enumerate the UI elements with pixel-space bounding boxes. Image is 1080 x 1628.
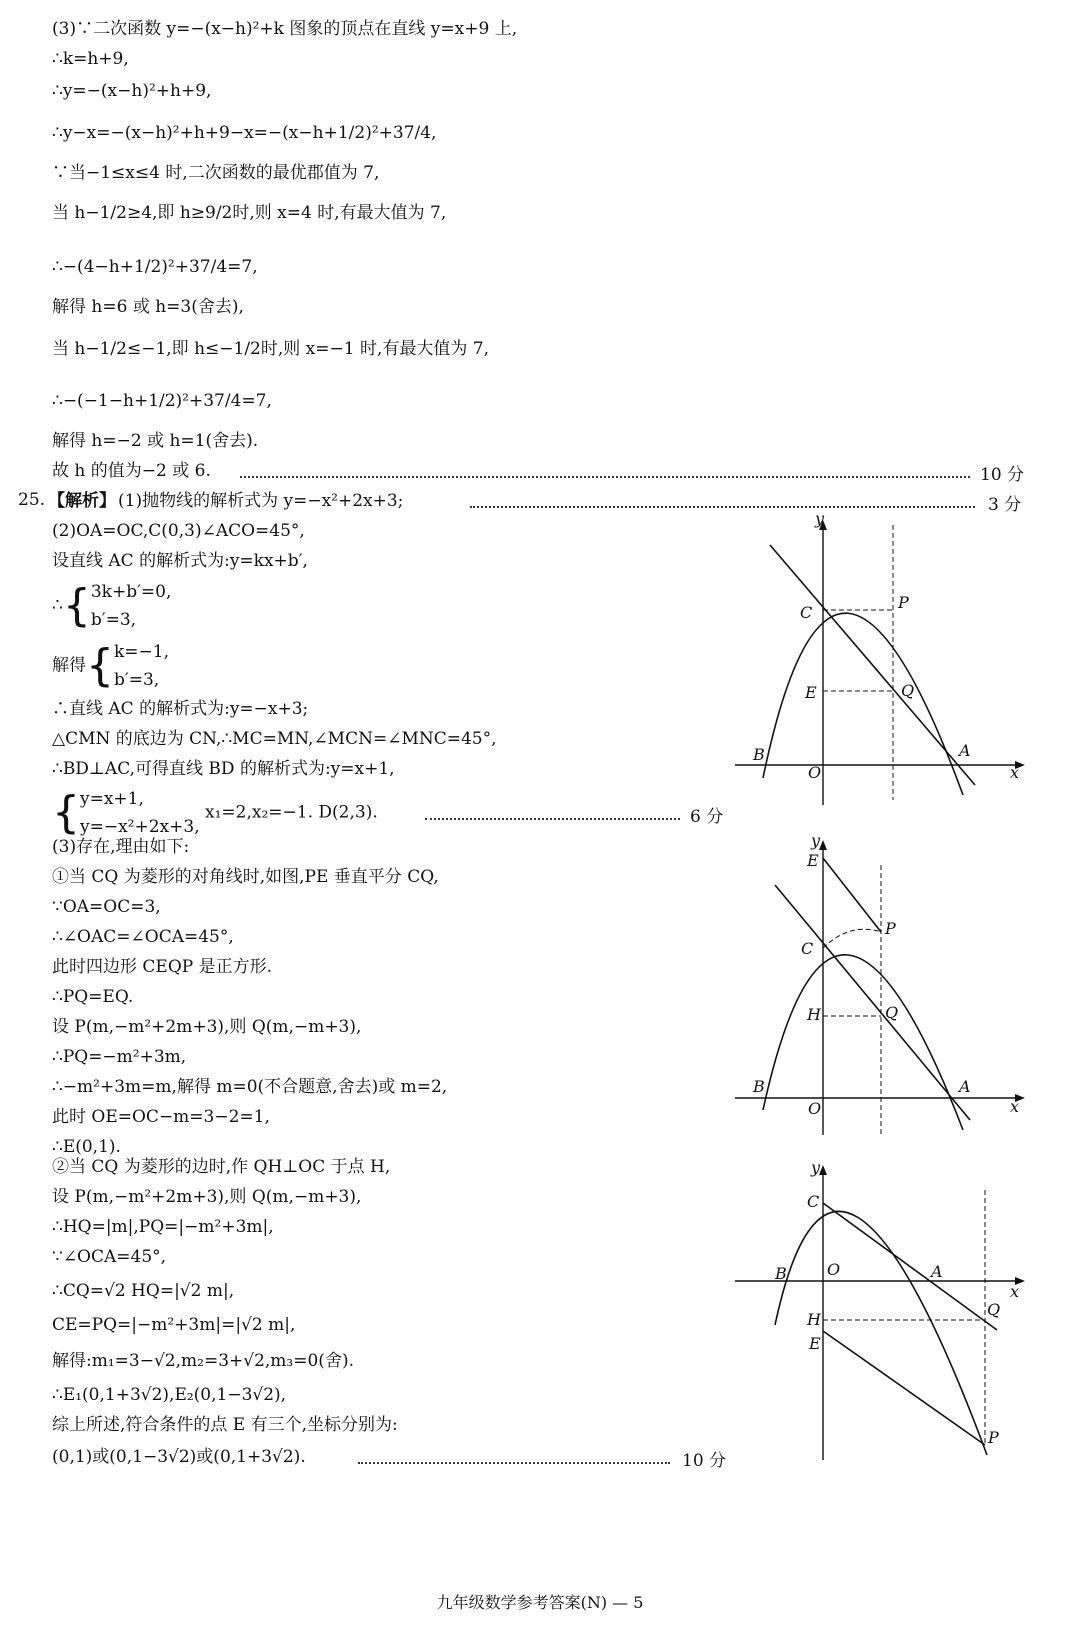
- text-line: ∴CQ=√2 HQ=|√2 m|,: [52, 1281, 235, 1301]
- text-line: ∴直线 AC 的解析式为:y=−x+3;: [52, 699, 309, 719]
- text-line: ∴HQ=|m|,PQ=|−m²+3m|,: [52, 1217, 274, 1237]
- system-line: k=−1,: [114, 642, 170, 662]
- label-p: P: [988, 1428, 999, 1447]
- text-line: 设 P(m,−m²+2m+3),则 Q(m,−m+3),: [52, 1187, 362, 1207]
- text-line: (2)OA=OC,C(0,3)∠ACO=45°,: [52, 521, 305, 541]
- label-x: x: [1010, 763, 1020, 782]
- label-b: B: [753, 1077, 765, 1096]
- text-line: ∴E₁(0,1+3√2),E₂(0,1−3√2),: [52, 1385, 287, 1405]
- label-q: Q: [885, 1003, 899, 1022]
- text-line: 解得:m₁=3−√2,m₂=3+√2,m₃=0(舍).: [52, 1351, 354, 1371]
- parabola: [763, 613, 963, 795]
- leader-dots: [425, 818, 680, 820]
- leader-dots: [240, 476, 970, 478]
- text-line: ∴y=−(x−h)²+h+9,: [52, 81, 212, 101]
- text-line: 故 h 的值为−2 或 6.: [52, 461, 211, 481]
- text-line: ①当 CQ 为菱形的对角线时,如图,PE 垂直平分 CQ,: [52, 867, 439, 887]
- text-line: 综上所述,符合条件的点 E 有三个,坐标分别为:: [52, 1415, 398, 1435]
- leader-dots: [470, 506, 975, 508]
- text-line: 当 h−1/2≥4,即 h≥9/2时,则 x=4 时,有最大值为 7,: [52, 203, 447, 223]
- text-line: (3)存在,理由如下:: [52, 837, 190, 857]
- label-b: B: [753, 745, 765, 764]
- text-line: 设 P(m,−m²+2m+3),则 Q(m,−m+3),: [52, 1017, 362, 1037]
- figure-1: [735, 510, 1035, 810]
- label-a: A: [959, 1077, 971, 1096]
- text-line: CE=PQ=|−m²+3m|=|√2 m|,: [52, 1315, 296, 1335]
- figure-3: [735, 1155, 1035, 1465]
- score-label: 6 分: [690, 807, 724, 827]
- text-line: ∵∠OCA=45°,: [52, 1247, 167, 1267]
- text-line: ∵当−1≤x≤4 时,二次函数的最优郡值为 7,: [52, 163, 380, 183]
- label-e: E: [807, 851, 819, 870]
- text-line: △CMN 的底边为 CN,∴MC=MN,∠MCN=∠MNC=45°,: [52, 729, 497, 749]
- label-a: A: [931, 1262, 943, 1281]
- text-line: ∵OA=OC=3,: [52, 897, 161, 917]
- text-line: 此时 OE=OC−m=3−2=1,: [52, 1107, 270, 1127]
- system-line: y=x+1,: [80, 789, 144, 809]
- text-line: ∴−(4−h+1/2)²+37/4=7,: [52, 257, 258, 277]
- line-ac: [823, 1203, 997, 1330]
- label-y: y: [811, 831, 821, 850]
- label-h: H: [807, 1310, 821, 1329]
- equation-system: {y=x+1, y=−x²+2x+3, x₁=2,x₂=−1. D(2,3).: [52, 787, 378, 838]
- line-ep: [823, 858, 881, 932]
- label-y: y: [811, 1158, 821, 1177]
- dashed-cp: [823, 929, 881, 948]
- equation-system: 解得{k=−1, b′=3,: [52, 640, 170, 691]
- text-line: ∴−(−1−h+1/2)²+37/4=7,: [52, 391, 272, 411]
- label-e: E: [809, 1334, 821, 1353]
- text-line: ∴∠OAC=∠OCA=45°,: [52, 927, 234, 947]
- label-o: O: [808, 1099, 822, 1118]
- label-y: y: [815, 510, 825, 528]
- equation-system: ∴{3k+b′=0, b′=3,: [52, 580, 172, 631]
- text-line: ∴PQ=EQ.: [52, 987, 134, 1007]
- system-solution: x₁=2,x₂=−1. D(2,3).: [205, 802, 378, 823]
- text-line: ∴k=h+9,: [52, 49, 129, 69]
- label-q: Q: [987, 1300, 1001, 1319]
- label-b: B: [775, 1264, 787, 1283]
- text-line: 此时四边形 CEQP 是正方形.: [52, 957, 273, 977]
- text-line: (3)∵二次函数 y=−(x−h)²+k 图象的顶点在直线 y=x+9 上,: [52, 19, 518, 39]
- system-line: y=−x²+2x+3,: [80, 817, 200, 837]
- text-line: 解得 h=−2 或 h=1(舍去).: [52, 431, 259, 451]
- label-a: A: [959, 741, 971, 760]
- label-p: P: [885, 919, 896, 938]
- y-axis-arrow: [819, 1165, 827, 1175]
- text-line: ∴y−x=−(x−h)²+h+9−x=−(x−h+1/2)²+37/4,: [52, 123, 437, 143]
- line-ac: [770, 545, 975, 785]
- label-o: O: [827, 1260, 841, 1279]
- label-e: E: [805, 683, 817, 702]
- label-c: C: [800, 603, 813, 622]
- label-x: x: [1010, 1282, 1020, 1301]
- label-c: C: [807, 1192, 820, 1211]
- label-h: H: [807, 1005, 821, 1024]
- figure-2: [735, 830, 1035, 1140]
- page-footer: 九年级数学参考答案(N) — 5: [436, 1593, 644, 1612]
- leader-dots: [358, 1462, 670, 1464]
- question-number: 25.: [18, 490, 46, 510]
- y-axis-arrow: [819, 840, 827, 850]
- text-line: 当 h−1/2≤−1,即 h≤−1/2时,则 x=−1 时,有最大值为 7,: [52, 339, 489, 359]
- score-label: 3 分: [988, 495, 1022, 515]
- text-line: 设直线 AC 的解析式为:y=kx+b′,: [52, 551, 308, 571]
- text-line: 解得 h=6 或 h=3(舍去),: [52, 297, 244, 317]
- score-label: 10 分: [682, 1451, 727, 1471]
- label-p: P: [898, 593, 909, 612]
- label-c: C: [801, 939, 814, 958]
- label-q: Q: [901, 681, 915, 700]
- text-line: ∴PQ=−m²+3m,: [52, 1047, 187, 1067]
- label-x: x: [1010, 1097, 1020, 1116]
- label-o: O: [808, 763, 822, 782]
- parabola: [763, 955, 963, 1130]
- system-line: b′=3,: [114, 670, 160, 690]
- text-line: (1)抛物线的解析式为 y=−x²+2x+3;: [118, 491, 404, 511]
- parabola: [775, 1211, 987, 1455]
- solve-label: 解得: [52, 655, 86, 676]
- system-line: b′=3,: [90, 610, 137, 630]
- text-line: ∴BD⊥AC,可得直线 BD 的解析式为:y=x+1,: [52, 759, 395, 779]
- text-line: ∴E(0,1).: [52, 1137, 121, 1157]
- score-label: 10 分: [980, 465, 1025, 485]
- text-line: (0,1)或(0,1−3√2)或(0,1+3√2).: [52, 1447, 306, 1467]
- system-line: 3k+b′=0,: [90, 582, 172, 602]
- text-line: ②当 CQ 为菱形的边时,作 QH⊥OC 于点 H,: [52, 1157, 391, 1177]
- analysis-tag: 【解析】: [48, 491, 116, 511]
- text-line: ∴−m²+3m=m,解得 m=0(不合题意,舍去)或 m=2,: [52, 1077, 448, 1097]
